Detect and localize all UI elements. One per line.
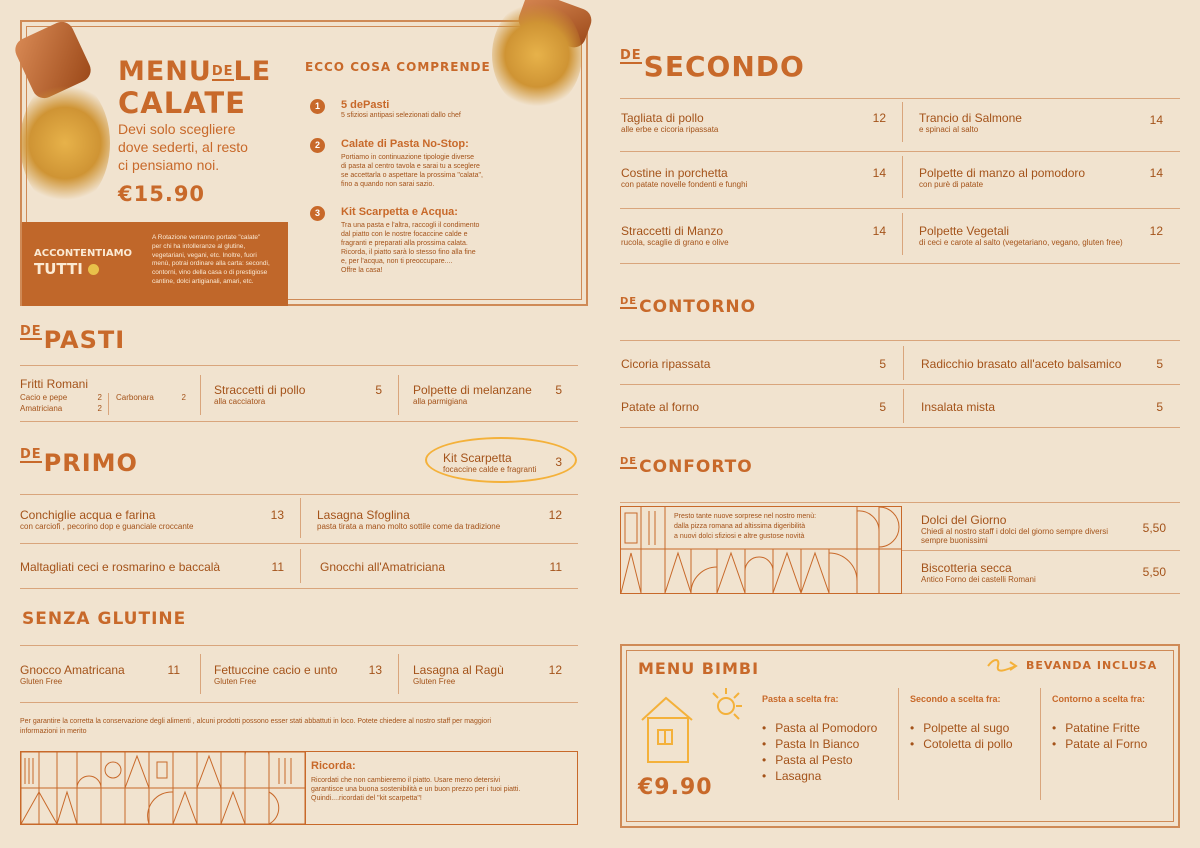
- step-line: Offre la casa!: [341, 267, 383, 274]
- ricorda-line: Quindi....ricordati del "kit scarpetta"!: [311, 795, 422, 802]
- house-sun-icon: [636, 684, 748, 766]
- item-price: 13: [270, 508, 284, 522]
- tagline-line: dove sederti, al resto: [118, 139, 248, 155]
- step-line: e, per l'acqua, non ti preoccupare....: [341, 258, 453, 265]
- de-prefix: DE: [620, 48, 642, 63]
- item-sub: focaccine calde e fragranti: [443, 465, 537, 474]
- acc-line: A Rotazione verranno portate "calate": [152, 234, 261, 241]
- section-title: SECONDO: [643, 50, 805, 83]
- item-price: 5: [1156, 400, 1163, 414]
- item-price: 12: [872, 111, 886, 125]
- list-item: • Pasta al Pomodoro: [762, 720, 877, 736]
- menu-item: [621, 224, 729, 247]
- item-price: 5: [879, 357, 886, 371]
- acc-line: contorni, vino della casa o di prestigiose: [152, 269, 268, 277]
- list-item: • Patate al Forno: [1052, 736, 1147, 752]
- item-name: Gnocco Amatricana: [20, 663, 125, 677]
- item-price: 14: [1149, 166, 1163, 180]
- divider: [902, 102, 903, 142]
- step-1: [341, 99, 461, 120]
- accontentiamo-text: [152, 234, 270, 287]
- item-price: 12: [1149, 224, 1163, 238]
- divider: [305, 751, 306, 825]
- ricorda-line: garantisce una buona sostenibilità e un buon prezzo per i tuoi piatti.: [311, 786, 521, 793]
- pasta-list: [762, 720, 877, 784]
- item-price: 5: [1156, 357, 1163, 371]
- item-price: 11: [271, 560, 284, 574]
- sub-name: Amatriciana: [20, 404, 63, 413]
- step-number: 3: [310, 206, 325, 221]
- item-name: Lasagna Sfoglina: [317, 508, 410, 522]
- divider: [20, 543, 578, 544]
- menu-item: [919, 111, 1022, 134]
- conforto-promo: [674, 512, 816, 542]
- item-sub: Gluten Free: [413, 677, 456, 686]
- list-item: • Pasta al Pesto: [762, 752, 877, 768]
- menu-item: [921, 513, 1108, 545]
- section-title: CONFORTO: [639, 457, 753, 477]
- glutine-heading: SENZA GLUTINE: [22, 609, 187, 629]
- calate-title: [118, 58, 271, 86]
- noodles-image: [20, 78, 110, 208]
- fritti-sub-1: [20, 393, 102, 402]
- promo-line: dalla pizza romana ad altissima digeribilità: [674, 523, 806, 530]
- divider: [620, 427, 1180, 428]
- calate-title-le: LE: [233, 56, 272, 87]
- divider: [902, 593, 1180, 594]
- divider: [902, 156, 903, 198]
- de-prefix: DE: [20, 447, 42, 462]
- divider: [620, 502, 1180, 503]
- divider: [902, 550, 1180, 551]
- step-line: dal piatto con le nostre focaccine calde e: [341, 231, 468, 238]
- item-name: Biscotteria secca: [921, 561, 1012, 575]
- desecondo-heading: [620, 50, 805, 83]
- divider: [620, 384, 1180, 385]
- divider: [20, 365, 578, 366]
- deprimo-heading: [20, 449, 138, 477]
- noodles-image-right: [492, 0, 582, 110]
- item-sub: alle erbe e cicoria ripassata: [621, 125, 719, 134]
- divider: [20, 494, 578, 495]
- item-sub: Antico Forno dei castelli Romani: [921, 575, 1036, 584]
- divider: [20, 588, 578, 589]
- bimbi-title: MENU BIMBI: [638, 659, 760, 678]
- item-name: Cicoria ripassata: [621, 357, 711, 371]
- bimbi-col-pasta: [762, 694, 877, 784]
- list-item: • Cotoletta di pollo: [910, 736, 1013, 752]
- item-sub: e spinaci al salto: [919, 125, 979, 134]
- divider: [200, 375, 201, 415]
- step-line: Portiamo in continuazione tipologie diverse: [341, 154, 475, 161]
- menu-item: [621, 166, 747, 189]
- item-sub: alla parmigiana: [413, 397, 468, 406]
- item-name: Polpette Vegetali: [919, 224, 1010, 238]
- item-sub: pasta tirata a mano molto sottile come da tradizione: [317, 522, 501, 531]
- ricorda: [311, 760, 520, 803]
- divider: [1040, 688, 1041, 800]
- fritti-romani: [20, 377, 88, 391]
- item-name: Radicchio brasato all'aceto balsamico: [921, 357, 1122, 371]
- divider: [898, 688, 899, 800]
- ecco-cosa-comprende: ECCO COSA COMPRENDE: [305, 60, 491, 74]
- sub-price: 2: [97, 404, 102, 413]
- kit-scarpetta: [443, 451, 536, 474]
- note-line: Per garantire la corretta la conservazione degli alimenti , alcuni prodotti possono esser stati abbattuti in loco. Potete chiedere al nostro staff per maggiori: [20, 718, 492, 725]
- section-title: PRIMO: [43, 449, 138, 477]
- step-line: 5 sfiziosi antipasi selezionati dallo chef: [341, 112, 461, 119]
- step-line: Tra una pasta e l'altra, raccogli il condimento: [341, 222, 480, 229]
- item-name: Gnocchi all'Amatriciana: [320, 560, 446, 574]
- divider: [620, 340, 1180, 341]
- item-price: 14: [872, 166, 886, 180]
- calate-title-de: DE: [211, 64, 234, 79]
- de-prefix: DE: [620, 296, 638, 307]
- item-sub: di ceci e carote al salto (vegetariano, vegano, gluten free): [919, 238, 1123, 247]
- sub-name: Carbonara: [116, 393, 154, 402]
- calate-title-menu: MENU: [118, 56, 212, 87]
- list-item: • Lasagna: [762, 768, 877, 784]
- divider: [300, 498, 301, 538]
- item-price: 3: [555, 455, 562, 469]
- item-name: Conchiglie acqua e farina: [20, 508, 156, 522]
- item-price: 12: [548, 508, 562, 522]
- divider: [300, 549, 301, 583]
- item-name: Tagliata di pollo: [621, 111, 704, 125]
- item-price: 13: [368, 663, 382, 677]
- divider: [620, 98, 1180, 99]
- item-sub: con patate novelle fondenti e funghi: [621, 180, 748, 189]
- menu-item: [919, 166, 1085, 189]
- de-prefix: DE: [620, 456, 638, 467]
- item-name: Polpette di manzo al pomodoro: [919, 166, 1086, 180]
- ricorda-title: Ricorda:: [311, 760, 356, 772]
- accontentiamo-label: ACCONTENTIAMO: [34, 248, 133, 259]
- step-title: Kit Scarpetta e Acqua:: [341, 206, 458, 218]
- list-item: • Polpette al sugo: [910, 720, 1013, 736]
- item-sub: con carciofi , pecorino dop e guanciale croccante: [20, 522, 194, 531]
- bimbi-price: €9.90: [638, 775, 713, 800]
- accontentiamo-box: [22, 222, 288, 306]
- step-2: [341, 138, 483, 189]
- list-item: • Pasta In Bianco: [762, 736, 877, 752]
- acc-line: menù, potrai ordinare alla carta: secondi,: [152, 260, 270, 268]
- item-name: Fritti Romani: [20, 377, 89, 391]
- contorno-list: [1052, 720, 1147, 752]
- sub-price: 2: [181, 393, 186, 402]
- divider: [620, 151, 1180, 152]
- col-title: Secondo a scelta fra:: [910, 694, 1001, 704]
- step-line: fragranti e preparati alla prossima calata.: [341, 240, 468, 247]
- decontorno-heading: [620, 297, 756, 317]
- item-name: Costine in porchetta: [621, 166, 728, 180]
- calate-price: €15.90: [118, 182, 206, 206]
- secondo-list: [910, 720, 1013, 752]
- step-number: 2: [310, 138, 325, 153]
- section-title: CONTORNO: [639, 297, 757, 317]
- divider: [903, 346, 904, 380]
- menu-item: [919, 224, 1123, 247]
- item-name: Dolci del Giorno: [921, 513, 1007, 527]
- divider: [398, 654, 399, 694]
- item-sub: rucola, scaglie di grano e olive: [621, 238, 729, 247]
- col-title: Pasta a scelta fra:: [762, 694, 839, 704]
- item-name: Straccetti di pollo: [214, 383, 306, 397]
- item-price: 11: [167, 663, 180, 677]
- tagline-line: ci pensiamo noi.: [118, 157, 220, 173]
- item-sub: sempre buonissimi: [921, 536, 988, 545]
- menu-item: [621, 111, 718, 134]
- item-name: Straccetti di Manzo: [621, 224, 724, 238]
- menu-item: [20, 663, 125, 686]
- fritti-sub-2: [20, 404, 102, 413]
- item-price: 5: [375, 383, 382, 397]
- item-name: Lasagna al Ragù: [413, 663, 504, 677]
- note-line: informazioni in merito: [20, 728, 87, 735]
- divider: [200, 654, 201, 694]
- divider: [108, 393, 109, 415]
- col-title: Contorno a scelta fra:: [1052, 694, 1146, 704]
- item-price: 5,50: [1142, 521, 1166, 535]
- divider: [620, 208, 1180, 209]
- promo-line: a nuovi dolci sfiziosi e altre gustose novità: [674, 533, 805, 540]
- tutti-text: TUTTI: [34, 260, 83, 278]
- fritti-sub-3: [116, 393, 186, 402]
- divider: [20, 645, 578, 646]
- menu-item: [413, 383, 532, 406]
- step-title: Calate di Pasta No-Stop:: [341, 138, 469, 150]
- sub-price: 2: [97, 393, 102, 402]
- item-price: 14: [1149, 113, 1163, 127]
- bimbi-col-secondo: [910, 694, 1013, 752]
- menu-item: [317, 508, 500, 531]
- de-prefix: DE: [20, 324, 42, 339]
- leaf-icon: [88, 264, 99, 275]
- sub-name: Cacio e pepe: [20, 393, 68, 402]
- tutti-label: [34, 260, 99, 278]
- menu-item: [214, 663, 337, 686]
- item-name: Patate al forno: [621, 400, 700, 414]
- item-price: 11: [549, 560, 562, 574]
- step-line: fino a quando non sarai sazio.: [341, 181, 435, 188]
- item-sub: Gluten Free: [20, 677, 63, 686]
- step-line: se accettarla o aspettare la prossima "calata",: [341, 172, 483, 179]
- divider: [20, 702, 578, 703]
- item-name: Insalata mista: [921, 400, 996, 414]
- bevanda-inclusa: BEVANDA INCLUSA: [1026, 659, 1158, 672]
- item-price: 5,50: [1142, 565, 1166, 579]
- geometric-pattern: [21, 752, 305, 824]
- acc-line: vegetariani, vegani, etc. Inoltre, fuori: [152, 251, 257, 259]
- ricorda-line: Ricordati che non cambieremo il piatto. Usare meno detersivi: [311, 777, 501, 784]
- step-title: 5 dePasti: [341, 99, 390, 111]
- item-price: 5: [879, 400, 886, 414]
- menu-item: [214, 383, 305, 406]
- divider: [20, 421, 578, 422]
- acc-line: per chi ha intolleranze al glutine,: [152, 242, 246, 250]
- bimbi-col-contorno: [1052, 694, 1147, 752]
- section-title: PASTI: [43, 326, 126, 354]
- item-price: 5: [555, 383, 562, 397]
- item-name: Maltagliati ceci e rosmarino e baccalà: [20, 560, 221, 574]
- calate-tagline: [118, 120, 248, 174]
- divider: [620, 263, 1180, 264]
- divider: [903, 389, 904, 423]
- step-line: Ricorda, il piatto sarà lo stesso fino alla fine: [341, 249, 476, 256]
- deconforto-heading: [620, 457, 753, 477]
- step-number: 1: [310, 99, 325, 114]
- menu-item: [921, 561, 1036, 584]
- divider: [398, 375, 399, 415]
- divider: [902, 213, 903, 255]
- tagline-line: Devi solo scegliere: [118, 121, 236, 137]
- step-3: [341, 206, 479, 275]
- arrow-icon: [986, 658, 1018, 672]
- item-sub: Gluten Free: [214, 677, 257, 686]
- menu-item: [20, 508, 193, 531]
- menu-item: [413, 663, 504, 686]
- acc-line: cantine, dolci artigianali, amari, etc.: [152, 277, 254, 285]
- item-sub: Chiedi al nostro staff i dolci del giorno sempre diversi: [921, 527, 1109, 536]
- conservazione-note: [20, 717, 580, 737]
- item-name: Trancio di Salmone: [919, 111, 1022, 125]
- item-name: Kit Scarpetta: [443, 451, 512, 465]
- calate-title-calate: CALATE: [118, 86, 246, 120]
- item-sub: alla cacciatora: [214, 397, 266, 406]
- item-sub: con purè di patate: [919, 180, 984, 189]
- item-name: Fettuccine cacio e unto: [214, 663, 338, 677]
- promo-line: Presto tante nuove sorprese nel nostro menù:: [674, 513, 817, 520]
- list-item: • Patatine Fritte: [1052, 720, 1147, 736]
- item-name: Polpette di melanzane: [413, 383, 532, 397]
- item-price: 14: [872, 224, 886, 238]
- item-price: 12: [548, 663, 562, 677]
- step-line: di pasta al centro tavola e sarai tu a sceglere: [341, 163, 480, 170]
- depasti-heading: [20, 326, 125, 354]
